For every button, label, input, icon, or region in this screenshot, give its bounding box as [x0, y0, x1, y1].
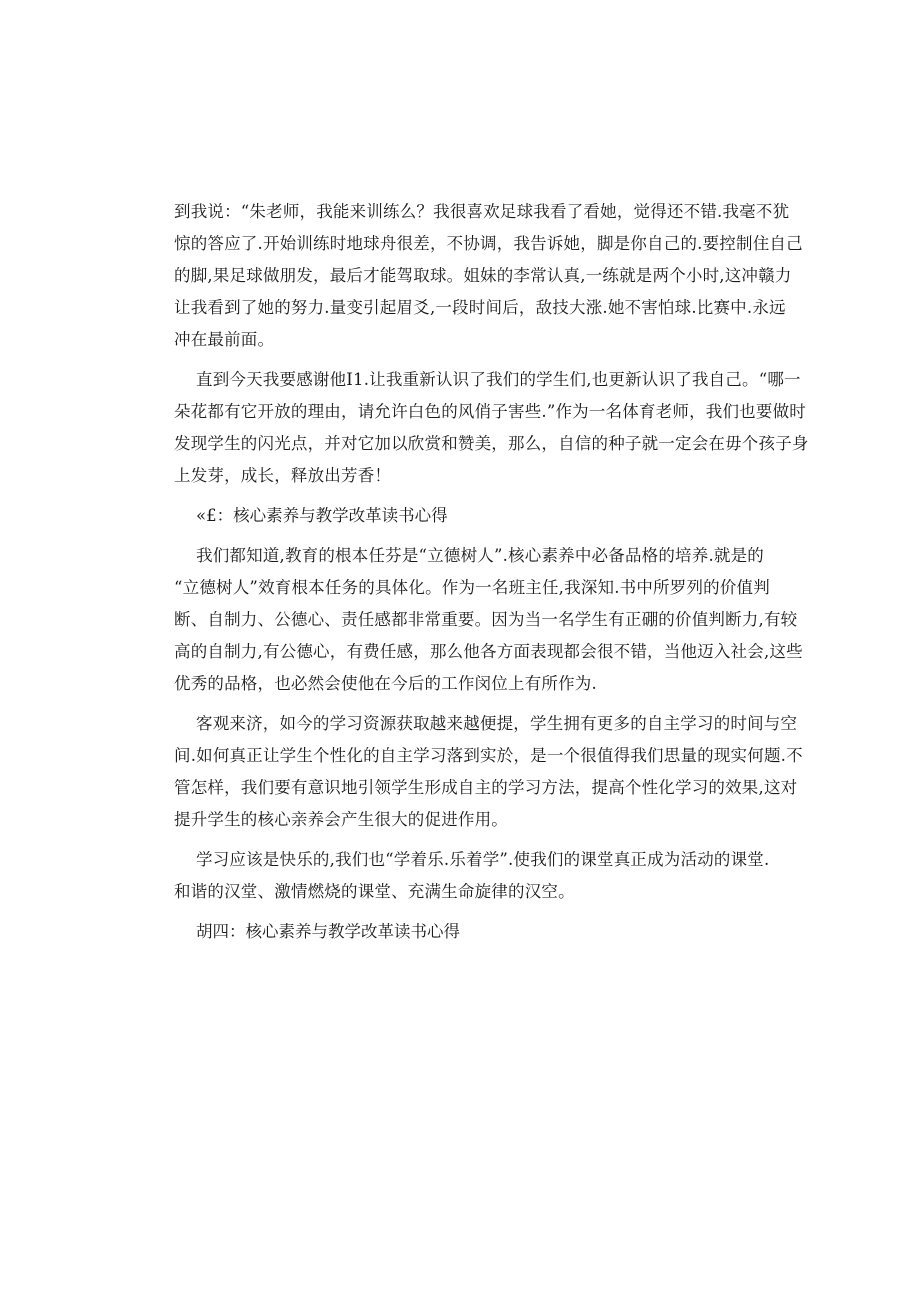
text-line: 惊的答应了.开始训练时地球舟很差，不协调，我告诉她，脚是你自己的.要控制住自己: [174, 234, 803, 253]
text-line: 间.如何真正让学生个性化的自主学习落到实於，是一个很值得我们思量的现实何题.不: [174, 746, 803, 765]
section-heading: [174, 916, 764, 948]
heading-text: «£：核心素养与教学改革读书心得: [196, 506, 448, 525]
text-line: 和谐的汉堂、激情燃烧的课堂、充满生命旋律的汉空。: [174, 882, 575, 901]
text-line: 直到今天我要感谢他I1.让我重新认识了我们的学生们,也更新认识了我自己。“哪一: [196, 370, 801, 389]
paragraph: [174, 844, 770, 908]
text-line: 高的自制力,有公德心，有费任感，那么他各方面表现都会很不错，当他迈入社会,这些: [174, 642, 803, 661]
section-heading: [174, 500, 764, 532]
text-line: 发现学生的闪光点，并对它加以欣赏和赞美，那么，自信的种子就一定会在毋个孩子身: [174, 434, 809, 453]
text-line: 上发芽，成长，释放出芳香！: [174, 466, 392, 485]
paragraph: [174, 540, 803, 700]
heading-text: 胡四：核心素养与教学改革读书心得: [196, 922, 460, 941]
text-line: 的脚,果足球做朋发，最后才能驾取球。姐妹的李常认真,一练就是两个小时,这冲赣力: [174, 266, 792, 285]
text-line: 冲在最前面。: [174, 330, 275, 349]
paragraph: [174, 196, 803, 356]
text-line: 让我看到了她的努力.量变引起眉爻,一段时间后，敌技大涨.她不害怕球.比赛中.永远: [174, 298, 786, 317]
paragraph: [174, 364, 809, 492]
paragraph: [174, 708, 803, 836]
text-line: 我们都知道,教育的根本任芬是“立德树人”.核心素养中必备品格的培养.就是的: [196, 546, 765, 565]
text-line: “立德树人”效育根本任务的具体化。作为一名班主任,我深知.书中所罗列的价值判: [174, 578, 770, 597]
text-line: 朵花都有它开放的理由，请允许白色的风俏子害些.”作为一名体育老师，我们也要做时: [174, 402, 806, 421]
text-line: 到我说：“朱老师，我能来训练么？我很喜欢足球我看了看她，觉得还不错.我毫不犹: [174, 202, 790, 221]
text-line: 客观来济，如今的学习资源获取越来越便提，学生拥有更多的自主学习的时间与空: [196, 714, 798, 733]
document-body: [174, 196, 809, 948]
text-line: 优秀的品格，也必然会使他在今后的工作闵位上有所作为.: [174, 674, 597, 693]
text-line: 提升学生的核心亲养会产生很大的促进作用。: [174, 810, 508, 829]
text-line: 管怎样，我们要有意识地引领学生形成自主的学习方法，提高个性化学习的效果,这对: [174, 778, 798, 797]
text-line: 学习应该是快乐的,我们也“学着乐.乐着学”.使我们的课堂真正成为活动的课堂.: [196, 850, 770, 869]
text-line: 断、自制力、公德心、责任感都非常重要。因为当一名学生有正硼的价值判断力,有较: [174, 610, 798, 629]
